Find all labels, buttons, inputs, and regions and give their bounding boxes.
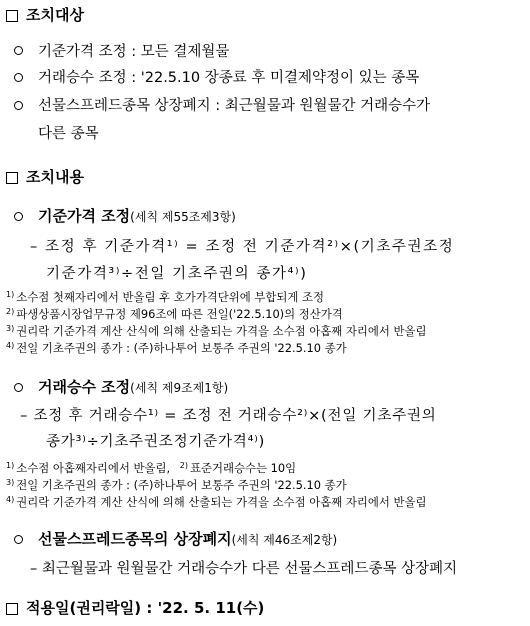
footnote-item: $^{4)}$ 전일 기초주권의 종가 : (주)하나투어 보통주 주권의 '22.5.10 종가 <box>6 341 347 355</box>
bullet-spread-delisting-cont: 다른 종목 <box>38 126 99 142</box>
checkbox-square-icon <box>6 10 18 22</box>
bullet-base-price: 기준가격 조정 : 모든 결제월물 <box>38 44 230 60</box>
item-spread-ref: (세칙 제46조제2항) <box>231 533 338 547</box>
footnote-item: $^{3)}$ 전일 기초주권의 종가 : (주)하나투어 보통주 주권의 '22.5.10 종가 <box>6 478 347 492</box>
bullet-circle-icon <box>14 212 23 221</box>
checkbox-square-icon <box>6 603 18 615</box>
footnote-item: $^{4)}$ 권리락 기준가격 계산 산식에 의해 산출되는 가격을 소수점 아홉째 자리에서 반올림 <box>6 495 427 509</box>
item-spread-title: 선물스프레드종목의 상장폐지 <box>38 530 232 548</box>
bullet-circle-icon <box>14 46 23 55</box>
formula-multiplier-line1: – 조정 후 거래승수¹⁾ = 조정 전 거래승수²⁾×(전일 기초주권의 <box>20 408 437 424</box>
bullet-circle-icon <box>14 535 23 544</box>
footnote-item: $^{3)}$ 권리락 기준가격 계산 산식에 의해 산출되는 가격을 소수점 아홉째 자리에서 반올림 <box>6 324 427 338</box>
item-multiplier-ref: (세칙 제9조제1항) <box>130 381 229 395</box>
section-title-target: 조치대상 <box>26 6 84 24</box>
formula-base-price-line2: 기준가격³⁾÷전일 기초주권의 종가⁴⁾) <box>46 266 308 282</box>
item-spread-heading <box>38 528 337 549</box>
footnote-item: $^{1)}$ 소수점 첫째자리에서 반올림 후 호가가격단위에 부합되게 조정 <box>6 290 325 304</box>
section-title-content: 조치내용 <box>26 168 84 186</box>
footnote-item: $^{2)}$ 파생상품시장업무규정 제96조에 따른 전일('22.5.10)의 정산가격 <box>6 307 343 321</box>
spread-delisting-line: – 최근월물과 원월물간 거래승수가 다른 선물스프레드종목 상장폐지 <box>30 561 458 577</box>
item-base-price-heading <box>38 205 236 226</box>
bullet-multiplier: 거래승수 조정 : '22.5.10 장종료 후 미결제약정이 있는 종목 <box>38 70 420 86</box>
item-base-price-title: 기준가격 조정 <box>38 207 131 225</box>
bullet-circle-icon <box>14 73 23 82</box>
formula-multiplier-line2: 종가³⁾÷기초주권조정기준가격⁴⁾) <box>46 434 266 450</box>
checkbox-square-icon <box>6 172 18 184</box>
bullet-spread-delisting: 선물스프레드종목 상장폐지 : 최근월물과 원월물간 거래승수가 <box>38 98 431 114</box>
item-multiplier-heading <box>38 376 228 397</box>
item-base-price-ref: (세칙 제55조제3항) <box>130 210 236 224</box>
formula-base-price-line1: – 조정 후 기준가격¹⁾ = 조정 전 기준가격²⁾×(기초주권조정 <box>30 239 455 255</box>
bullet-circle-icon <box>14 101 23 110</box>
item-multiplier-title: 거래승수 조정 <box>38 378 131 396</box>
section-title-effective-date: 적용일(권리락일) : '22. 5. 11(수) <box>26 599 265 617</box>
bullet-circle-icon <box>14 383 23 392</box>
footnote-item: $^{1)}$ 소수점 아홉째자리에서 반올림, $^{2)}$ 표준거래승수는 10임 <box>6 461 297 475</box>
